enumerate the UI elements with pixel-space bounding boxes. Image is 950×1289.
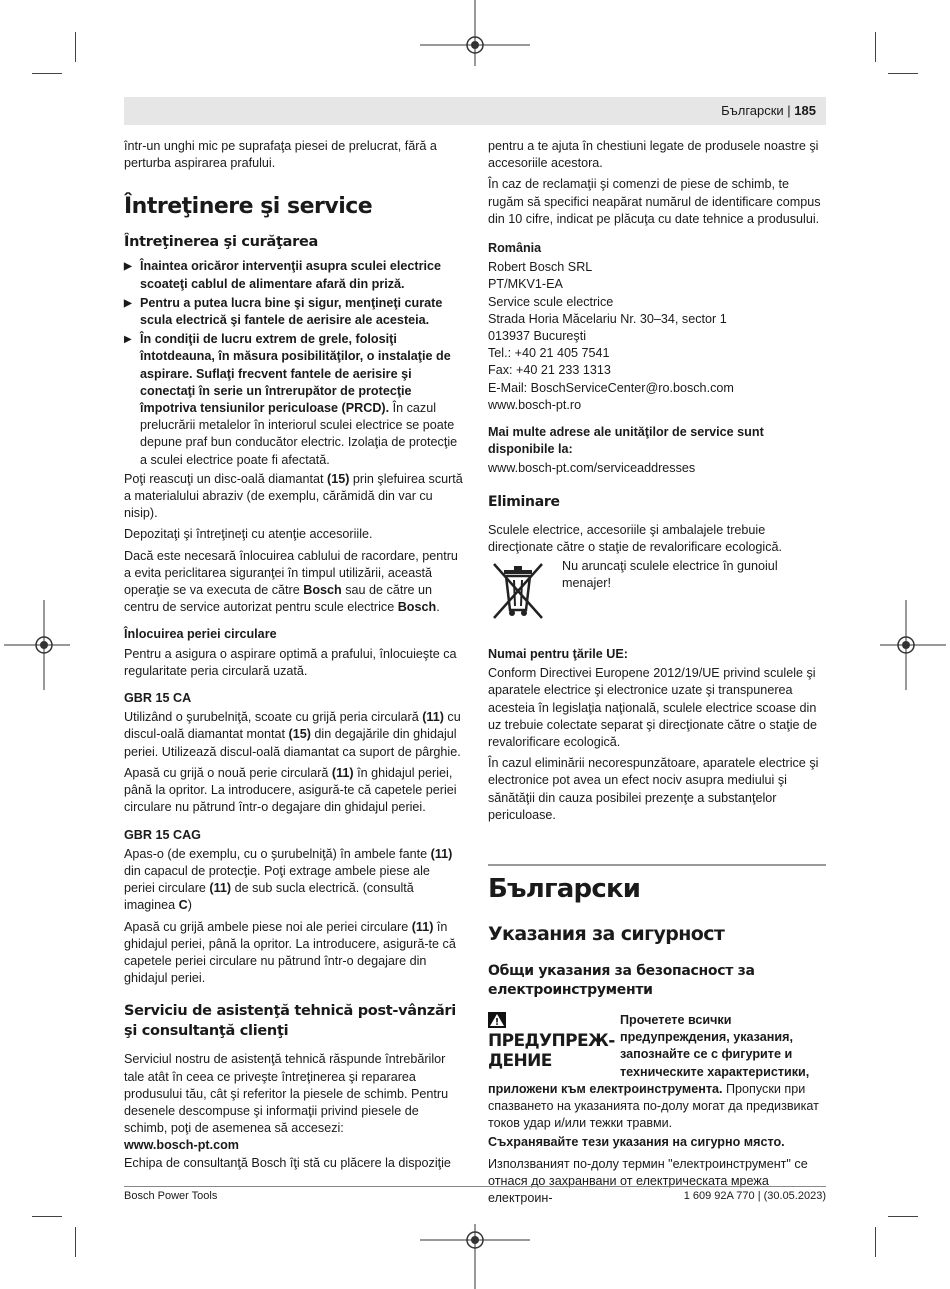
heading-gbr15ca: GBR 15 CA bbox=[124, 691, 192, 706]
heading-more-addresses: Mai multe adrese ale unităţilor de service sunt disponibile la: bbox=[488, 425, 764, 457]
footer-rule bbox=[124, 1186, 826, 1187]
bg-title: Български bbox=[488, 874, 641, 904]
bg-safety-heading: Указания за сигурност bbox=[488, 923, 725, 945]
registration-mark-icon bbox=[420, 1220, 530, 1289]
heading-brush: Înlocuirea periei circulare bbox=[124, 627, 277, 642]
left-column bbox=[124, 138, 464, 1176]
eu-paragraph: Conform Directivei Europene 2012/19/UE privind sculele şi aparatele electrice şi electronice uzate şi transpunerea acesteia în legislaţia naţională, sculele electrice scoase din uz trebuie colectate separat şi direcţionate către o staţie de revalorificare ecologică. bbox=[488, 666, 818, 750]
crop-mark bbox=[32, 1216, 62, 1217]
bulgarian-section bbox=[488, 874, 828, 1211]
team-paragraph: Echipa de consultanţă Bosch îţi stă cu plăcere la dispoziţie bbox=[124, 1155, 451, 1170]
ca-paragraph: Apasă cu grijă o nouă perie circulară (11) în ghidajul periei, până la opritor. La introducere, asigură-te că capetele periei circulare nu pătrund într-o degajare din ghidajul periei. bbox=[124, 765, 457, 815]
crop-mark bbox=[75, 32, 76, 62]
heading-eu: Numai pentru ţările UE: bbox=[488, 647, 628, 662]
bg-general-heading: Общи указания за безопасност за електроинструменти bbox=[488, 963, 755, 998]
team-paragraph-cont: pentru a te ajuta în chestiuni legate de produsele noastre şi accesoriile acestora. bbox=[488, 139, 819, 171]
disposal-paragraph: Sculele electrice, accesoriile şi ambalajele trebuie direcţionate către o staţie de revalorificare ecologică. bbox=[488, 522, 783, 554]
registration-mark-icon bbox=[420, 0, 530, 70]
crop-mark bbox=[888, 1216, 918, 1217]
heading-cleaning: Întreţinerea şi curăţarea bbox=[124, 234, 318, 251]
bg-warning-label: ПРЕДУПРЕЖ-ДЕНИЕ bbox=[488, 1031, 615, 1072]
improper-disposal-paragraph: În cazul eliminării necorespunzătoare, aparatele electrice şi electronice pot avea un efect nociv asupra mediului şi sănătăţii din cauza posibilei prezenţe a substanţelor periculoase. bbox=[488, 756, 819, 822]
service-paragraph: Serviciul nostru de asistenţă tehnică răspunde întrebărilor tale atât în ceea ce priveşte întreţinerea şi repararea produsului tău, cât şi referitor la piesele de schimb. Pentru desenele descompuse şi informaţii privind piesele de schimb, poţi de asemenea să accesezi: bbox=[124, 1052, 449, 1136]
address-block: Robert Bosch SRL PT/MKV1-EA Service scule electrice Strada Horia Măcelariu Nr. 30–34, sector 1 013937 Bucureşti Tel.: +40 21 405 7541 Fax: +40 21 233 1313 E-Mail: BoschServiceCenter@ro.bosch.com www.bosch-pt.ro bbox=[488, 259, 828, 414]
crop-mark bbox=[875, 32, 876, 62]
ca-paragraph: Utilizând o şurubelniţă, scoate cu grijă peria circulară (11) cu discul-oală diamantat montat (15) din degajările din ghidajul periei. Utilizează discul-oală diamantat ca suport de pârghie. bbox=[124, 710, 461, 759]
registration-mark-icon bbox=[0, 600, 70, 690]
page-number: 185 bbox=[794, 103, 816, 118]
footer-right: 1 609 92A 770 | (30.05.2023) bbox=[683, 1190, 826, 1202]
bullet-item: ▶ Înaintea oricăror intervenţii asupra sculei electrice scoateţi cablul de alimentare afară din priză. bbox=[124, 258, 464, 292]
header-language: Български bbox=[721, 103, 784, 118]
page-header: Български | 185 bbox=[124, 97, 826, 125]
heading-gbr15cag: GBR 15 CAG bbox=[124, 827, 201, 842]
cable-paragraph: Dacă este necesară înlocuirea cablului de racordare, pentru a evita periclitarea siguranţei în timpul utilizării, această operaţie se va executa de către Bosch sau de către un centru de service autorizat pentru scule electrice Bosch. bbox=[124, 548, 458, 615]
warning-triangle-icon bbox=[488, 1012, 506, 1028]
registration-mark-icon bbox=[880, 600, 950, 690]
crop-mark bbox=[888, 73, 918, 74]
bullet-item: ▶ Pentru a putea lucra bine şi sigur, menţineţi curate scula electrică şi fantele de aerisire ale acesteia. bbox=[124, 295, 464, 329]
no-household-waste-text: Nu aruncaţi sculele electrice în gunoiul menajer! bbox=[562, 559, 778, 591]
heading-romania: România bbox=[488, 241, 542, 256]
cag-paragraph: Apas-o (de exemplu, cu o şurubelniţă) în ambele fante (11) din capacul de protecţie. Poţi extrage ambele piese ale periei circulare (11) de sub sucla electrică. (consultă imaginea C) bbox=[124, 846, 453, 913]
bg-warning-text: Прочетете всички предупреждения, указания, запознайте се с фигурите и техническите характеристики, приложени към електроинструмента. Пропуски при спазването на указанията по-долу могат да предизвикат токов удар и/или тежки травми. bbox=[488, 1013, 819, 1131]
footer-left: Bosch Power Tools bbox=[124, 1190, 218, 1202]
bg-term-paragraph: Използваният по-долу термин "електроинструмент" се отнася до захранвани от електрическата мрежа електроин- bbox=[488, 1156, 808, 1206]
crossed-bin-icon bbox=[488, 560, 548, 622]
right-column bbox=[488, 138, 828, 828]
intro-text: într-un unghi mic pe suprafaţa piesei de prelucrat, fără a perturba aspirarea prafului. bbox=[124, 139, 437, 171]
disc-paragraph: Poţi reascuţi un disc-oală diamantat (15) prin şlefuirea scurtă a materialului abraziv (de exemplu, cărămidă din var cu nisip). bbox=[124, 471, 463, 521]
section-divider bbox=[488, 864, 826, 866]
heading-disposal: Eliminare bbox=[488, 493, 560, 510]
heading-maintenance: Întreţinere şi service bbox=[124, 194, 373, 220]
cag-paragraph: Apasă cu grijă ambele piese noi ale periei circulare (11) în ghidajul periei, până la opritor. La introducere, asigură-te că capetele periei circulare nu pătrund într-o degajare din ghidajul periei. bbox=[124, 919, 456, 986]
crop-mark bbox=[75, 1227, 76, 1257]
bg-keep-instructions: Съхранявайте тези указания на сигурно място. bbox=[488, 1135, 785, 1150]
bullet-item: ▶ În condiţii de lucru extrem de grele, folosiţi întotdeauna, în măsura posibilităţilor, o instalaţie de aspirare. Suflaţi frecvent fantele de aerisire şi conectaţi în serie un întrerupător de protecţie împotriva tensiunilor periculoase (PRCD). În cazul prelucrării metalelor în interiorul sculei electrice se poate depune praf bun conducător electric. Izolaţia de protecţie a sculei electrice poate fi afectată. bbox=[124, 331, 464, 469]
crop-mark bbox=[875, 1227, 876, 1257]
romania-link[interactable]: www.bosch-pt.ro bbox=[488, 397, 582, 412]
brush-paragraph: Pentru a asigura o aspirare optimă a prafului, înlocuieşte ca regularitate peria circulară uzată. bbox=[124, 646, 457, 678]
heading-service: Serviciu de asistenţă tehnică post-vânzări şi consultanţă clienţi bbox=[124, 1003, 456, 1040]
claims-paragraph: În caz de reclamaţii şi comenzi de piese de schimb, te rugăm să specifici neapărat numărul de identificare compus din 10 cifre, indicat pe plăcuţa cu date tehnice a produsului. bbox=[488, 177, 821, 226]
bosch-link[interactable]: www.bosch-pt.com bbox=[124, 1138, 239, 1153]
addresses-link[interactable]: www.bosch-pt.com/serviceaddresses bbox=[488, 461, 696, 476]
safety-bullets bbox=[124, 258, 464, 468]
crop-mark bbox=[32, 73, 62, 74]
store-paragraph: Depozitaţi şi întreţineţi cu atenţie accesoriile. bbox=[124, 527, 373, 542]
